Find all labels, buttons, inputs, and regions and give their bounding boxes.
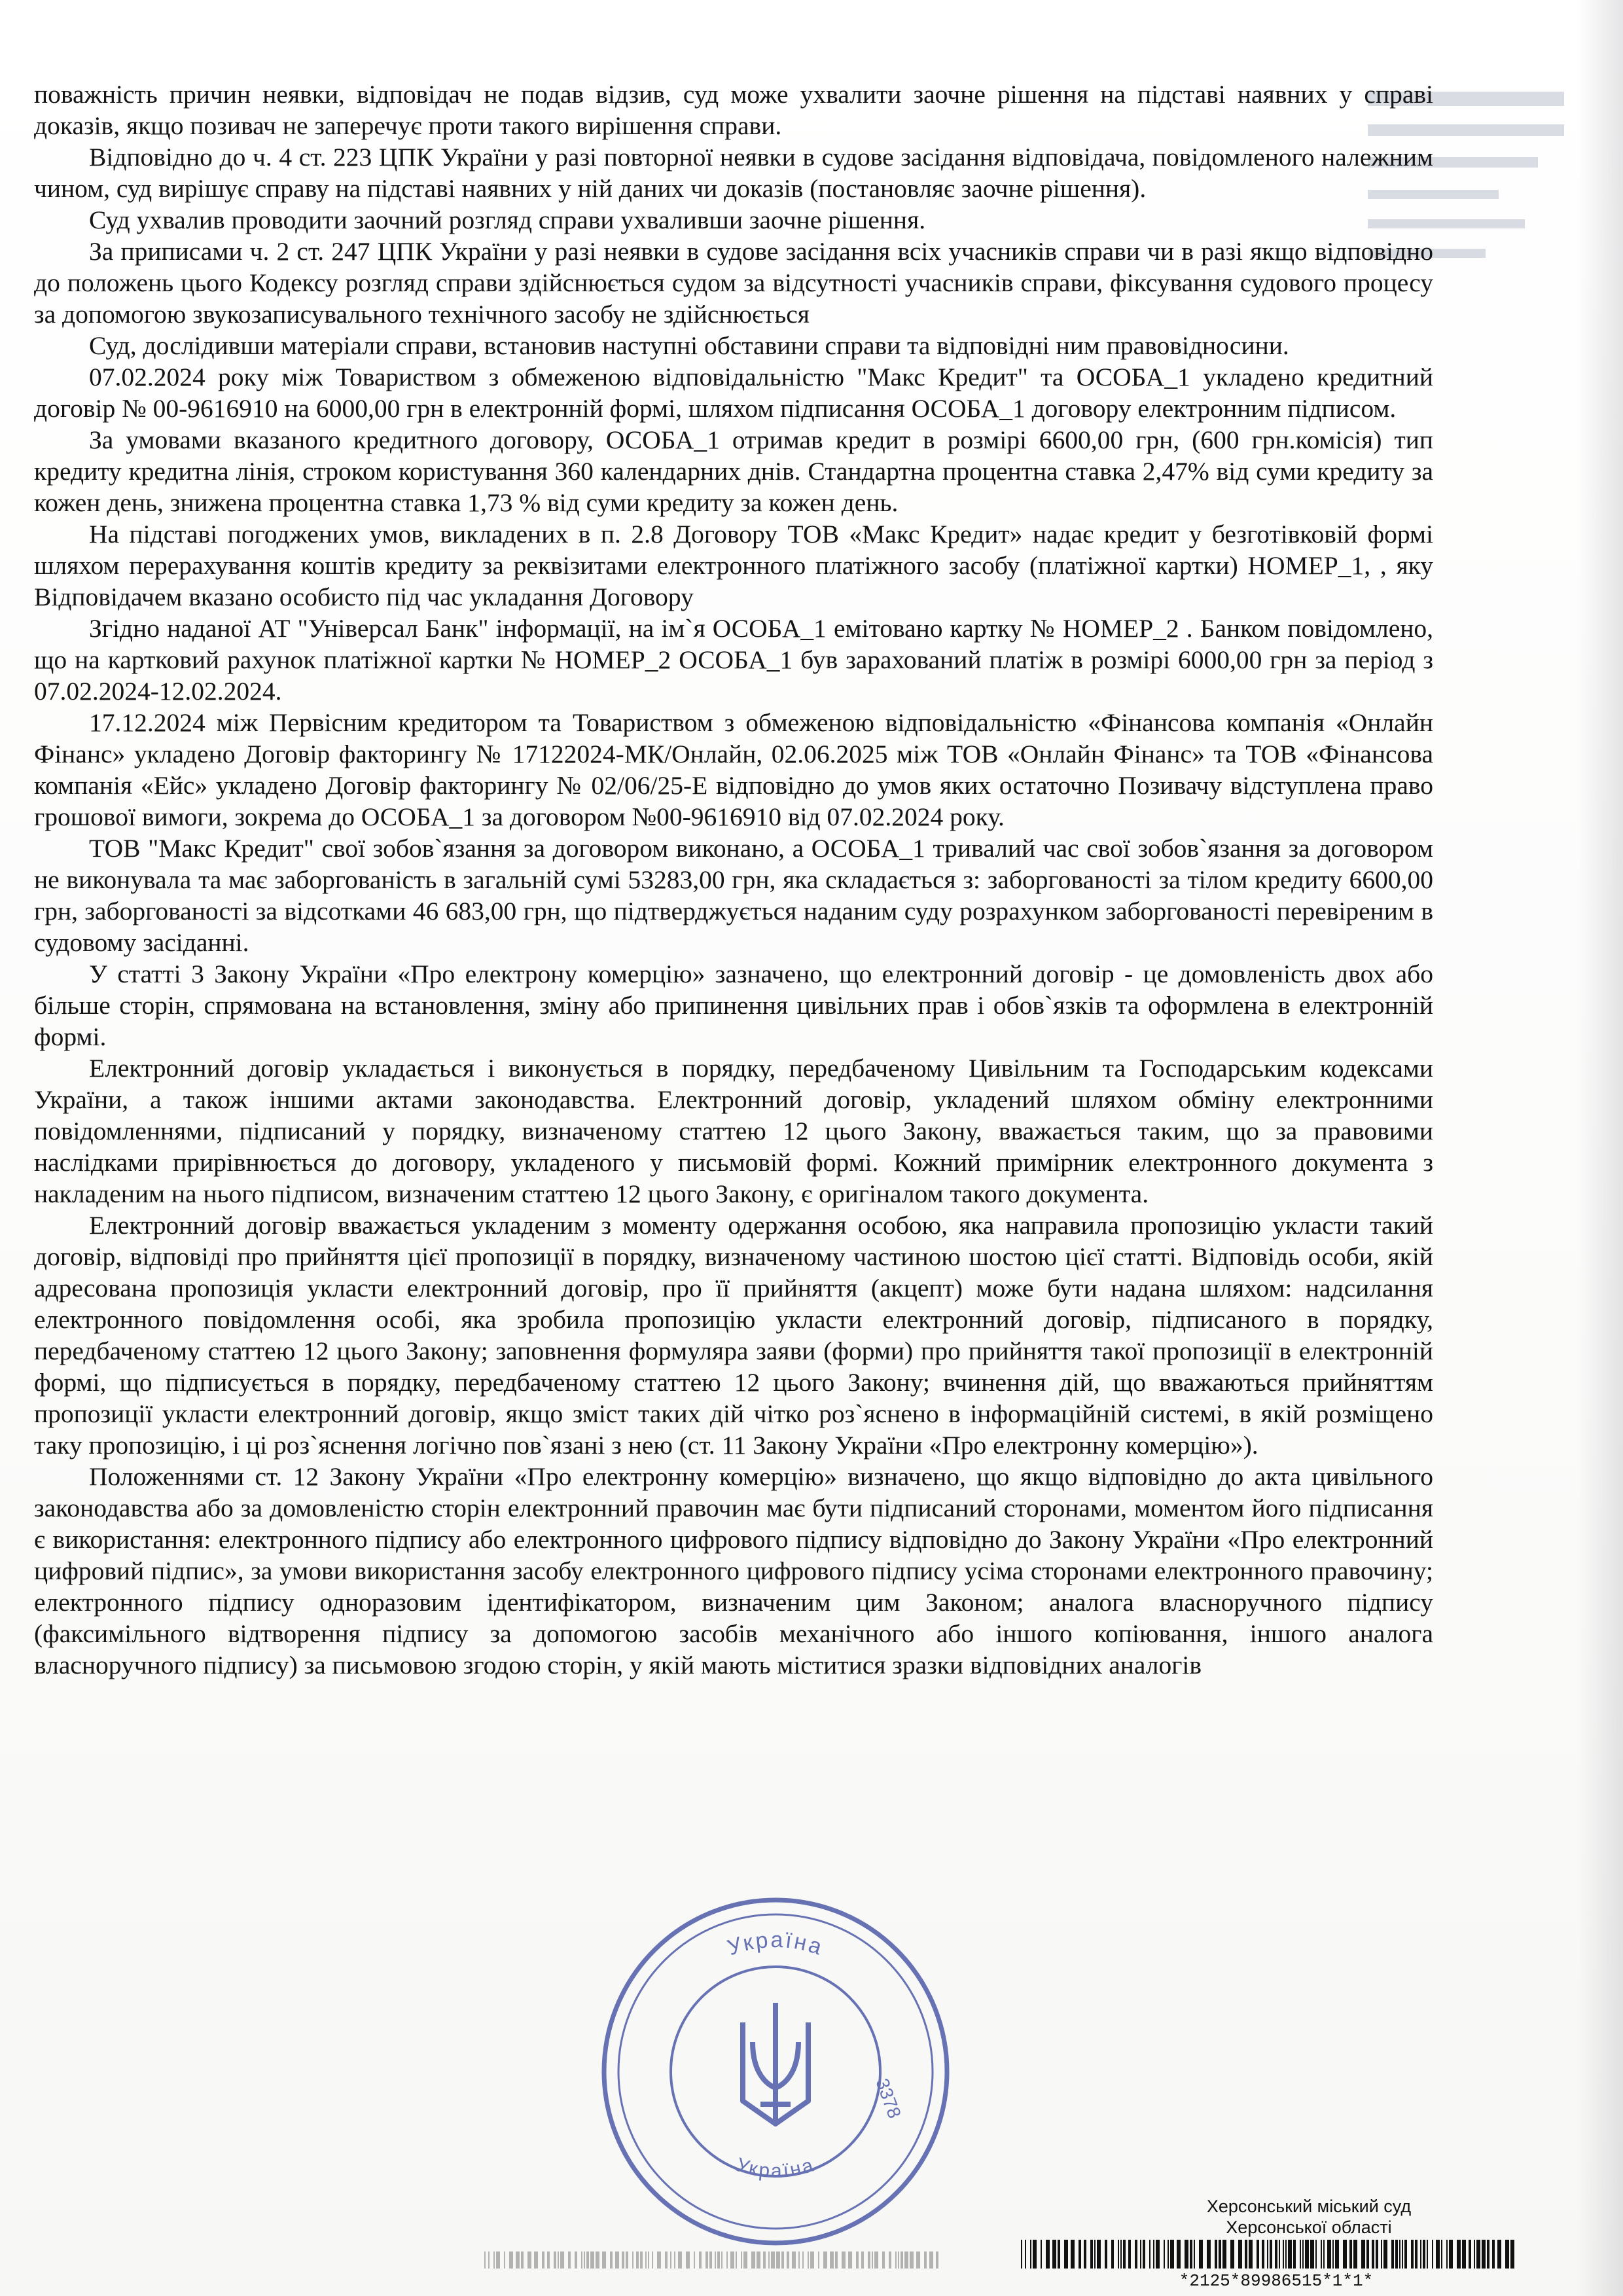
barcode-bar [1168,2240,1169,2269]
barcode-bar [1366,2240,1369,2269]
barcode-bar [496,2251,500,2269]
barcode-bar [1395,2240,1398,2269]
barcode-bar [787,2251,789,2269]
paragraph: Суд, дослідивши матеріали справи, встановив наступні обставини справи та відповідні ним правовідносини. [89,331,1289,360]
barcode-bar [657,2251,661,2269]
barcode-bar [856,2251,859,2269]
barcode-bar [1381,2240,1382,2269]
barcode-bar [699,2251,702,2269]
barcode-bar [1118,2240,1119,2269]
barcode-bar [1343,2240,1347,2269]
barcode-bar [1285,2240,1287,2269]
page-edge-shadow [1577,0,1623,2296]
barcode-bar [678,2251,682,2269]
barcode-bar [910,2251,914,2269]
barcode-bar [527,2251,531,2269]
barcode-bar [1420,2240,1421,2269]
barcode-bar [1376,2240,1378,2269]
barcode-bar [1469,2240,1471,2269]
barcode-bar [1399,2240,1400,2269]
barcode-bar [1123,2240,1126,2269]
barcode-bar [842,2251,846,2269]
barcode-bar [1097,2240,1101,2269]
paragraph: Електронний договір вважається укладеним з моменту одержання особою, яка направила пропозицію укласти такий договір, відповіді про прийняття цієї пропозиції в порядку, визначеному частиною шостою цієї статті. Відповідь особи, якій адресована пропозиція укласти електронний договір, про її прийняття (акцепт) може бути надана шляхом: надсилання електронного повідомлення особі, яка зробила пропозицію укласти електронний договір, підписаного в порядку, передбаченому статтею 12 цього Закону; заповнення формуляра заяви (форми) про прийняття такої пропозиції в електронній формі, що підписується в порядку, передбаченому статтею 12 цього Закону; вчинення дій, що вважаються прийняттям пропозиції укласти електронний договір, якщо зміст таких дій чітко роз`яснено в інформаційній системі, в якій розміщено таку пропозицію, і ці роз`яснення логічно пов`язані з нею (ст. 11 Закону України «Про електронну комерцію»). [34,1211,1433,1460]
barcode-bar [636,2251,639,2269]
barcode-bar [1238,2240,1242,2269]
barcode-bar [776,2251,780,2269]
stamp-inner-ring [671,1967,880,2176]
barcode-bar [757,2251,760,2269]
barcode-bar [929,2251,933,2269]
paragraph: Суд ухвалив проводити заочний розгляд справи ухваливши заочне рішення. [89,206,926,234]
barcode-bar [763,2251,766,2269]
barcode-bar [1207,2240,1211,2269]
barcode-bar [1372,2240,1374,2269]
barcode-bar [1332,2240,1334,2269]
barcode-bar [751,2251,755,2269]
barcode-bar [781,2251,784,2269]
barcode-bar [602,2251,606,2269]
paragraph: Положеннями ст. 12 Закону України «Про електронну комерцію» визначено, що якщо відповідно до акта цивільного законодавства або за домовленістю сторін електронний правочин має бути підписаний сторонами, моментом його підписання є використання: електронного підпису або електронного цифрового підпису відповідно до Закону України «Про електронний цифровий підпис», за умови використання засобу електронного цифрового підпису усіма сторонами електронного правочину; електронного підпису одноразовим ідентифікатором, визначеним цим Законом; аналога власноручного підпису (факсимільного відтворення підпису за допомогою засобів механічного або іншого копіювання, іншого аналога власноручного підпису) за письмовою згодою сторін, у якій мають міститися зразки відповідних аналогів [34,1462,1433,1679]
barcode-bar [615,2251,619,2269]
barcode-bar [1058,2240,1060,2269]
barcode-bar [1383,2240,1387,2269]
barcode-bar [674,2251,675,2269]
barcode-bar [1111,2240,1114,2269]
barcode-bar [504,2251,505,2269]
barcode-bar [798,2251,800,2269]
court-name-line2: Херсонської області [1226,2217,1392,2237]
barcode-bar [1335,2240,1339,2269]
barcode-bar [610,2251,613,2269]
barcode-bar [1404,2240,1407,2269]
barcode-bar [792,2251,796,2269]
barcode-bar [861,2251,864,2269]
barcode-bar [1353,2240,1357,2269]
barcode-bar [640,2251,643,2269]
barcode-bar [1143,2240,1145,2269]
barcode-bar [1177,2240,1181,2269]
barcode-bar [645,2251,647,2269]
barcode-bar [1071,2240,1075,2269]
barcode-bar [590,2251,594,2269]
barcode-bar [916,2251,920,2269]
barcode-bar [1487,2240,1489,2269]
barcode-bar [868,2251,870,2269]
paragraph: За умовами вказаного кредитного договору, ОСОБА_1 отримав кредит в розмірі 6600,00 грн, (600 грн.комісія) тип кредиту кредитна лінія, строком користування 360 календарних днів. Стандартна процентна ставка 2,47% від суми кредиту за кожен день, знижена процентна ставка 1,73 % від суми кредиту за кожен день. [34,425,1433,517]
barcode-bar [726,2251,728,2269]
barcode-bar [889,2251,891,2269]
stamp-top-text: Україна [724,1927,827,1961]
barcode-bar [1432,2240,1433,2269]
barcode-bar [1021,2240,1022,2269]
barcode-bar [586,2251,589,2269]
barcode-bar [521,2251,524,2269]
barcode-bar [1199,2240,1203,2269]
barcode-bar [1153,2240,1154,2269]
paragraph: На підставі погоджених умов, викладених в п. 2.8 Договору ТОВ «Макс Кредит» надає кредит у безготівковій формі шляхом перерахування коштів кредиту за реквізитами електронного платіжного засобу (платіжної картки) НОМЕР_1, , яку Відповідачем вказано особисто під час укладання Договору [34,520,1433,611]
barcode-bar [1275,2240,1277,2269]
barcode-bar [1497,2240,1501,2269]
paragraph: 07.02.2024 року між Товариством з обмеженою відповідальністю "Макс Кредит" та ОСОБА_1 укладено кредитний договір № 00-9616910 на 6000,00 грн в електронній формі, шляхом підписання ОСОБА_1 договору електронним підписом. [34,363,1433,423]
barcode-bar [542,2251,544,2269]
barcode-bar [1323,2240,1325,2269]
barcode-bar [1492,2240,1495,2269]
paragraph: Згідно наданої АТ "Універсал Банк" інформації, на ім`я ОСОБА_1 емітовано картку № НОМЕР_2 . Банком повідомлено, що на картковий рахунок платіжної картки № НОМЕР_2 ОСОБА_1 був зарахований платіж в розмірі 6000,00 грн за період з 07.02.2024-12.02.2024. [34,614,1433,706]
barcode-bar [1030,2240,1031,2269]
barcode-bar [1140,2240,1141,2269]
barcode-bar [1327,2240,1331,2269]
barcode-bar [771,2251,775,2269]
barcode-bar [730,2251,734,2269]
barcode-bar [648,2251,649,2269]
barcode-bar [1222,2240,1226,2269]
barcode-bar [736,2251,737,2269]
barcode-bar [1079,2240,1081,2269]
document-body [34,79,1433,1681]
barcode-bar [1262,2240,1264,2269]
barcode-bar [1462,2240,1466,2269]
barcode-bar [1300,2240,1301,2269]
barcode-bar [1510,2240,1514,2269]
barcode-bar [1321,2240,1322,2269]
faint-barcode-left [484,2251,942,2269]
barcode-bar [717,2251,720,2269]
paragraph: За приписами ч. 2 ст. 247 ЦПК України у разі неявки в судове засідання всіх учасників справи чи в разі якщо відповідно до положень цього Кодексу розгляд справи здійснюється судом за відсутності учасників справи, фіксування судового процесу за допомогою звукозаписувального технічного засобу не здійснюється [34,237,1433,329]
barcode-bar [1156,2240,1160,2269]
barcode-bar [554,2251,556,2269]
barcode-bar [670,2251,671,2269]
barcode-bar [665,2251,668,2269]
barcode-bar [874,2251,878,2269]
paragraph: ТОВ "Макс Кредит" свої зобов`язання за договором виконано, а ОСОБА_1 тривалий час свої зобов`язання за договором не виконувала та має заборгованість в загальній сумі 53283,00 грн, яка складається з: заборгованості за тілом кредиту 6600,00 грн, заборгованості за відсотками 46 683,00 грн, що підтверджується наданим суду розрахунком заборгованості перевіреним в судовому засіданні. [34,834,1433,957]
barcode-bar [1270,2240,1272,2269]
barcode-bar [1190,2240,1192,2269]
barcode-bar [1064,2240,1068,2269]
barcode-number: *2125*89986515*1*1* [1179,2271,1374,2291]
barcode-bar [709,2251,712,2269]
stamp-side-text: 3378 [872,2075,905,2121]
barcode-bar [1302,2240,1304,2269]
barcode-bar [802,2251,804,2269]
barcode-bar [1423,2240,1425,2269]
barcode-bar [1041,2240,1042,2269]
barcode-bar [1293,2240,1296,2269]
barcode-bar [741,2251,742,2269]
barcode-bar [516,2251,520,2269]
paragraph: Електронний договір укладається і виконується в порядку, передбаченому Цивільним та Господарським кодексами України, а також іншими актами законодавства. Електронний договір, укладений шляхом обміну електронними повідомленнями, підписаний у порядку, визначеному статтею 12 цього Закону, вважається таким, що за правовими наслідками прирівнюється до договору, укладеного у письмовій формі. Кожний примірник електронного документа з накладеним на нього підписом, визначеним статтею 12 цього Закону, є оригіналом такого документа. [34,1054,1433,1208]
barcode-bar [686,2251,690,2269]
court-name-line1: Херсонський міський суд [1206,2197,1412,2216]
barcode-bar [1084,2240,1086,2269]
barcode-bar [808,2251,809,2269]
barcode-bar [1446,2240,1448,2269]
barcode-bar [484,2251,486,2269]
barcode-bar [1349,2240,1352,2269]
barcode-bar [823,2251,827,2269]
barcode-bars [1021,2240,1514,2269]
barcode-bar [558,2251,559,2269]
barcode-bar [1149,2240,1150,2269]
barcode-bar [924,2251,927,2269]
barcode-bar [872,2251,873,2269]
barcode-bar [895,2251,897,2269]
barcode-bar [1427,2240,1428,2269]
court-stamp [589,1885,962,2258]
barcode-bar [1391,2240,1394,2269]
barcode-bar [743,2251,747,2269]
barcode-bar [1310,2240,1314,2269]
barcode-bar [901,2251,903,2269]
barcode-bar [632,2251,633,2269]
barcode-bar [1283,2240,1284,2269]
barcode-bar [1505,2240,1509,2269]
barcode-bar [1305,2240,1309,2269]
document-barcode [1021,2240,1518,2269]
barcode-bar [1033,2240,1037,2269]
paragraph: У статті 3 Закону України «Про електрону комерцію» зазначено, що електронний договір - це домовленість двох або більше сторін, спрямована на встановлення, зміну або припинення цивільних прав і обов`язків та оформлена в електронній формі. [34,960,1433,1051]
barcode-bar [882,2251,885,2269]
barcode-bar [1194,2240,1195,2269]
barcode-bar [626,2251,628,2269]
barcode-bar [830,2251,834,2269]
barcode-bar [848,2251,852,2269]
barcode-bar [1245,2240,1247,2269]
barcode-bar [1402,2240,1403,2269]
paragraph: Відповідно до ч. 4 ст. 223 ЦПК України у разі повторної неявки в судове засідання відповідача, повідомленого належним чином, суд вирішує справу на підставі наявних у ній даних чи доказів (постановляє заочне рішення). [34,143,1433,203]
barcode-bar [1094,2240,1096,2269]
barcode-bar [493,2251,495,2269]
barcode-bar [622,2251,624,2269]
barcode-bar [904,2251,908,2269]
barcode-bar [1315,2240,1317,2269]
barcode-bar [1288,2240,1292,2269]
barcode-bar [1257,2240,1259,2269]
barcode-bar [1219,2240,1221,2269]
barcode-bars [484,2251,938,2269]
barcode-bar [581,2251,582,2269]
barcode-bar [1441,2240,1442,2269]
barcode-bar [1457,2240,1461,2269]
barcode-bar [1482,2240,1486,2269]
barcode-bar [818,2251,819,2269]
barcode-bar [768,2251,770,2269]
stamp-bottom-text: Україна [733,2153,818,2182]
barcode-bar [1474,2240,1475,2269]
barcode-bar [936,2251,938,2269]
barcode-bar [488,2251,490,2269]
barcode-bar [652,2251,653,2269]
barcode-bar [584,2251,585,2269]
barcode-bar [705,2251,708,2269]
barcode-bar [835,2251,838,2269]
barcode-bar [694,2251,695,2269]
barcode-bar [810,2251,814,2269]
barcode-bar [1415,2240,1418,2269]
barcode-bar [1361,2240,1365,2269]
barcode-bar [1090,2240,1093,2269]
barcode-bar [1267,2240,1268,2269]
paragraph: 17.12.2024 між Первісним кредитором та Товариством з обмеженою відповідальністю «Фінансова компанія «Онлайн Фінанс» укладено Договір факторингу № 17122024-МК/Онлайн, 02.06.2025 між ТОВ «Онлайн Фінанс» та ТОВ «Фінансова компанія «Ейс» укладено Договір факторингу № 02/06/25-Е відповідно до умов яких остаточно Позивачу відступлена право грошової вимоги, зокрема до ОСОБА_1 за договором №00-9616910 від 07.02.2024 року. [34,708,1433,831]
stamp-outer-ring [604,1900,947,2243]
barcode-bar [509,2251,513,2269]
paragraph: поважність причин неявки, відповідач не подав відзив, суд може ухвалити заочне рішення на підставі наявних у справі доказів, якщо позивач не заперечує проти такого вирішення справи. [34,80,1433,140]
barcode-bar [596,2251,599,2269]
barcode-bar [1279,2240,1280,2269]
barcode-bar [547,2251,550,2269]
barcode-bar [1164,2240,1165,2269]
barcode-bar [575,2251,577,2269]
barcode-bar [1449,2240,1453,2269]
barcode-bar [721,2251,722,2269]
barcode-bar [1230,2240,1234,2269]
barcode-bar [560,2251,564,2269]
barcode-bar [568,2251,571,2269]
barcode-bar [1135,2240,1137,2269]
barcode-bar [1436,2240,1440,2269]
barcode-bar [1046,2240,1050,2269]
barcode-bar [1025,2240,1026,2269]
barcode-bar [1249,2240,1253,2269]
barcode-bar [715,2251,716,2269]
trident-emblem [743,2003,808,2124]
barcode-bar [898,2251,899,2269]
barcode-bar [1120,2240,1122,2269]
stamp-middle-ring [618,1914,933,2229]
footer-court-name [1139,2196,1479,2238]
barcode-bar [1105,2240,1107,2269]
barcode-bar [1185,2240,1188,2269]
barcode-bar [1411,2240,1414,2269]
barcode-bar [1215,2240,1217,2269]
barcode-bar [1476,2240,1480,2269]
barcode-bar [1128,2240,1131,2269]
barcode-bar [534,2251,538,2269]
barcode-bar [1170,2240,1174,2269]
barcode-bar [1052,2240,1056,2269]
